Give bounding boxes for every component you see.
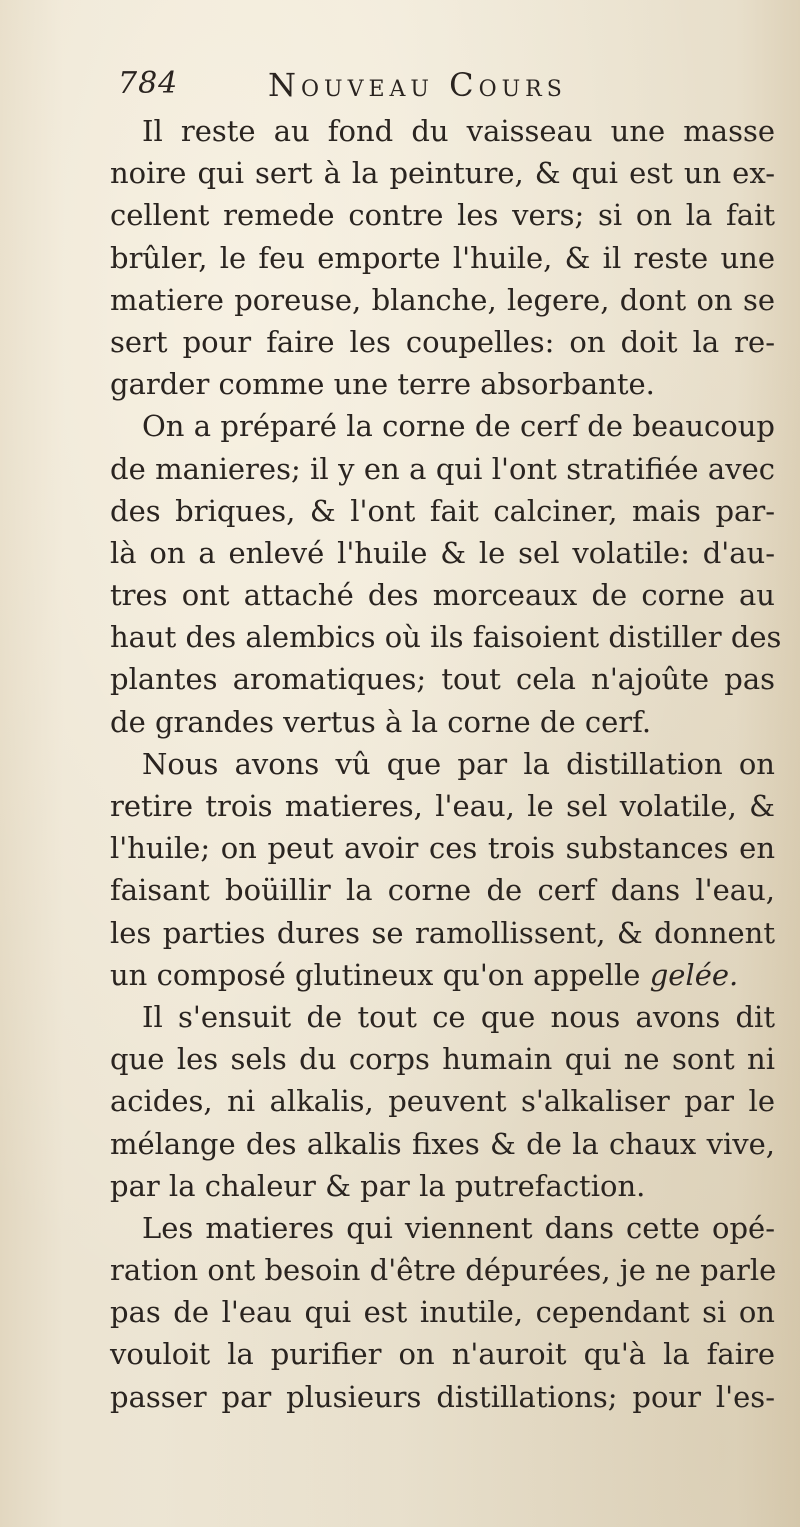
- text-line: plantes aromatiques; tout cela n'ajoûte pas: [110, 662, 775, 697]
- text-line: sert pour faire les coupelles: on doit la re-: [110, 324, 775, 359]
- page-header: [118, 66, 658, 110]
- text-line: cellent remede contre les vers; si on la fait: [110, 198, 775, 233]
- text-line: noire qui sert à la peinture, & qui est un ex-: [110, 156, 775, 191]
- text-line: des briques, & l'ont fait calciner, mais par-: [110, 493, 775, 528]
- paragraph: [110, 405, 782, 743]
- text-line: [110, 954, 775, 996]
- italic-term: gelée.: [649, 957, 739, 992]
- text-line: Il reste au fond du vaisseau une masse: [142, 114, 775, 148]
- text-line: haut des alembics où ils faisoient distiller des: [110, 620, 782, 655]
- running-title: Nouveau Cours: [268, 66, 567, 104]
- text-line: mélange des alkalis fixes & de la chaux vive,: [110, 1126, 775, 1161]
- text-line: Nous avons vû que par la distillation on: [142, 746, 775, 781]
- text-line: de manieres; il y en a qui l'ont stratifiée avec: [110, 451, 775, 486]
- paragraph: [110, 996, 775, 1207]
- text-line: là on a enlevé l'huile & le sel volatile: d'au-: [110, 535, 775, 570]
- body-text: [110, 110, 782, 1418]
- text-line: par la chaleur & par la putrefaction.: [110, 1168, 646, 1203]
- text-line: ration ont besoin d'être dépurées, je ne parle: [110, 1253, 777, 1288]
- paragraph: [110, 110, 775, 405]
- text-line: Il s'ensuit de tout ce que nous avons dit: [142, 999, 775, 1034]
- text-line: vouloit la purifier on n'auroit qu'à la faire: [110, 1337, 775, 1372]
- text-line: tres ont attaché des morceaux de corne au: [110, 578, 775, 613]
- text-line-start: un composé glutineux qu'on appelle: [110, 957, 641, 992]
- text-line: matiere poreuse, blanche, legere, dont on se: [110, 282, 775, 317]
- text-line: passer par plusieurs distillations; pour l'es-: [110, 1379, 775, 1414]
- text-line: On a préparé la corne de cerf de beaucoup: [142, 409, 775, 444]
- page-number: 784: [118, 66, 179, 101]
- text-line: les parties dures se ramollissent, & donnent: [110, 915, 775, 950]
- text-line: de grandes vertus à la corne de cerf.: [110, 704, 652, 739]
- text-line: brûler, le feu emporte l'huile, & il reste une: [110, 240, 775, 275]
- text-line: retire trois matieres, l'eau, le sel volatile, &: [110, 789, 775, 823]
- text-line: que les sels du corps humain qui ne sont ni: [110, 1042, 775, 1077]
- text-line: Les matieres qui viennent dans cette opé-: [142, 1210, 775, 1245]
- text-line: l'huile; on peut avoir ces trois substances en: [110, 831, 775, 866]
- paragraph: [110, 1207, 775, 1418]
- text-line: pas de l'eau qui est inutile, cependant si on: [110, 1295, 775, 1330]
- paragraph: [110, 743, 775, 996]
- text-line: acides, ni alkalis, peuvent s'alkaliser par le: [110, 1084, 775, 1119]
- text-line: garder comme une terre absorbante.: [110, 367, 655, 402]
- text-line: faisant boüillir la corne de cerf dans l'eau,: [110, 873, 775, 908]
